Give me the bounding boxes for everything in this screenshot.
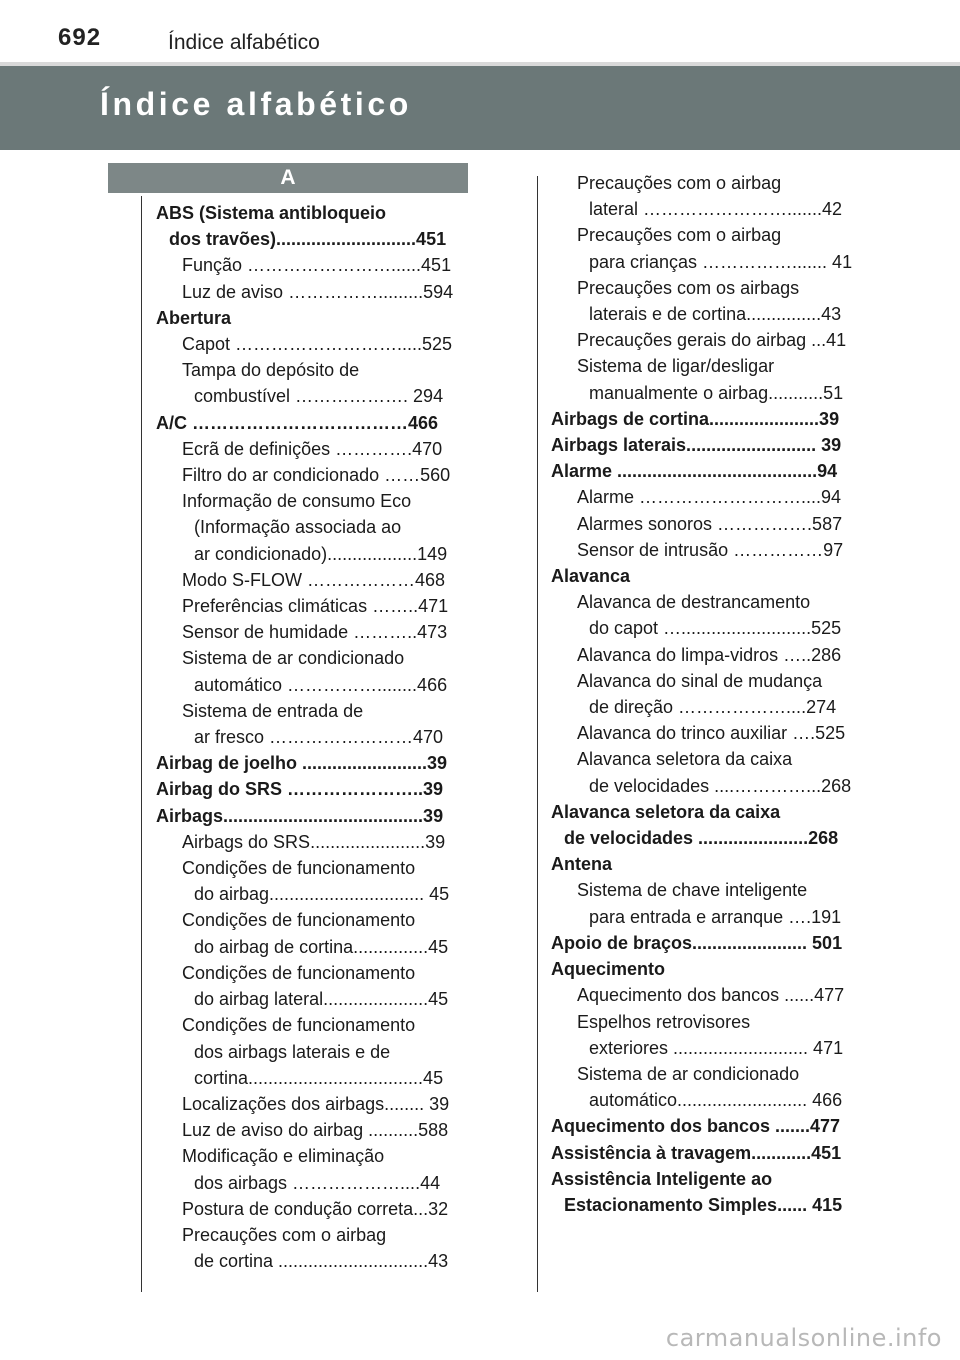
index-subentry: Informação de consumo Eco	[182, 491, 412, 512]
index-subentry: do capot …..........................525	[589, 618, 842, 639]
index-subentry: Alarme ………………………....94	[577, 487, 842, 508]
index-subentry: Alarmes sonoros …………….587	[577, 513, 843, 534]
page-title: Índice alfabético	[100, 86, 412, 122]
index-subentry: Sistema de ligar/desligar	[577, 356, 775, 377]
index-subentry: de velocidades ......................268	[564, 828, 839, 849]
index-subentry: Modificação e eliminação	[182, 1146, 385, 1167]
index-entry: Alavanca seletora da caixa	[551, 801, 781, 822]
index-subentry: exteriores ........................... 471	[589, 1037, 844, 1058]
index-subentry: Alavanca de destrancamento	[577, 592, 811, 613]
index-subentry: Função ……………………......451	[182, 255, 452, 276]
index-subentry: Condições de funcionamento	[182, 858, 416, 879]
index-subentry: automático.......................... 466	[589, 1090, 843, 1111]
index-subentry: Postura de condução correta...32	[182, 1198, 449, 1219]
index-subentry: de direção ………………....274	[589, 697, 837, 718]
index-subentry: Sistema de ar condicionado	[182, 648, 405, 669]
index-entry: Airbag de joelho .........................39	[156, 753, 448, 774]
index-subentry: de velocidades ....…………...268	[589, 775, 852, 796]
index-subentry: Sistema de entrada de	[182, 700, 364, 721]
index-entry: Alarme ........................................94	[551, 461, 838, 482]
index-subentry: de cortina ..............................43	[194, 1251, 449, 1272]
index-subentry: manualmente o airbag...........51	[589, 382, 844, 403]
index-subentry: Ecrã de definições ………….470	[182, 438, 443, 459]
index-entry: Aquecimento	[551, 959, 666, 980]
index-subentry: Alavanca do trinco auxiliar ….525	[577, 723, 846, 744]
index-subentry: laterais e de cortina...............43	[589, 304, 842, 325]
index-subentry: Airbags do SRS.......................39	[182, 831, 446, 852]
page-header	[0, 0, 960, 64]
right-index-column	[551, 170, 863, 1218]
index-entry: Assistência à travagem............451	[551, 1142, 842, 1163]
left-column-rule	[141, 196, 142, 1292]
index-subentry: Alavanca do limpa-vidros …..286	[577, 644, 842, 665]
index-subentry: ar fresco ……………………470	[194, 727, 444, 748]
index-entry: Airbags........................................39	[156, 805, 444, 826]
index-subentry: automático ……………........466	[194, 674, 448, 695]
watermark: carmanualsonline.info	[665, 1324, 942, 1352]
index-subentry: ar condicionado)..................149	[194, 543, 448, 564]
index-subentry: do airbag de cortina...............45	[194, 936, 449, 957]
index-subentry: Luz de aviso do airbag ..........588	[182, 1120, 449, 1141]
index-subentry: Alavanca do sinal de mudança	[577, 670, 823, 691]
index-subentry: lateral …………………….......42	[589, 199, 843, 220]
index-entry: ABS (Sistema antibloqueio	[156, 203, 387, 223]
running-head: Índice alfabético	[168, 31, 320, 54]
index-subentry: Precauções com o airbag	[577, 225, 782, 246]
index-subentry: dos airbags ………………....44	[194, 1172, 441, 1193]
index-entry: Airbag do SRS …………………..39	[156, 779, 444, 800]
index-subentry: Aquecimento dos bancos ......477	[577, 985, 845, 1006]
index-subentry: Sensor de intrusão ……………97	[577, 539, 844, 560]
index-subentry: Capot ……………………….....525	[182, 334, 453, 355]
index-subentry: para entrada e arranque ….191	[589, 906, 842, 927]
index-entry: Airbags de cortina......................39	[551, 408, 840, 429]
page-number: 692	[58, 24, 102, 51]
index-entry: Airbags laterais.......................... 39	[551, 435, 842, 456]
index-entry: Abertura	[156, 307, 232, 328]
index-subentry: do airbag lateral.....................45	[194, 989, 449, 1010]
section-letter: A	[108, 163, 468, 193]
index-subentry: Luz de aviso …………….........594	[182, 281, 454, 302]
index-subentry: Condições de funcionamento	[182, 910, 416, 931]
index-subentry: dos travões)............................451	[169, 229, 447, 250]
index-subentry: Condições de funcionamento	[182, 962, 416, 983]
index-entry: Alavanca	[551, 566, 631, 587]
index-subentry: Preferências climáticas ……..471	[182, 596, 449, 617]
index-entry: A/C ………………………………466	[156, 412, 439, 433]
index-subentry: Espelhos retrovisores	[577, 1011, 751, 1032]
index-subentry: do airbag............................... 45	[194, 884, 450, 905]
index-entry: Aquecimento dos bancos .......477	[551, 1116, 841, 1137]
index-subentry: Alavanca seletora da caixa	[577, 749, 793, 770]
index-subentry: Sistema de chave inteligente	[577, 880, 808, 901]
index-subentry: (Informação associada ao	[194, 517, 402, 538]
index-subentry: Modo S-FLOW ………………468	[182, 569, 446, 590]
index-subentry: Precauções com o airbag	[182, 1224, 387, 1245]
index-subentry: Localizações dos airbags........ 39	[182, 1093, 450, 1114]
section-title-band	[0, 66, 960, 150]
index-subentry: para crianças ……………....... 41	[589, 251, 853, 272]
index-subentry: Filtro do ar condicionado ……560	[182, 465, 451, 486]
index-subentry: Precauções com os airbags	[577, 277, 800, 298]
index-subentry: Condições de funcionamento	[182, 1015, 416, 1036]
right-column-rule	[537, 176, 538, 1292]
index-subentry: Estacionamento Simples...... 415	[564, 1194, 843, 1215]
index-subentry: Sistema de ar condicionado	[577, 1063, 800, 1084]
index-entry: Apoio de braços....................... 501	[551, 932, 843, 953]
left-index-column	[156, 200, 468, 1274]
index-subentry: dos airbags laterais e de	[194, 1041, 391, 1062]
index-entry: Antena	[551, 854, 613, 875]
index-subentry: Tampa do depósito de	[182, 360, 360, 381]
index-entry: Assistência Inteligente ao	[551, 1168, 773, 1189]
index-subentry: Sensor de humidade ………..473	[182, 622, 448, 643]
index-subentry: cortina...................................45	[194, 1067, 444, 1088]
index-subentry: Precauções gerais do airbag ...41	[577, 330, 847, 351]
index-subentry: Precauções com o airbag	[577, 173, 782, 193]
index-subentry: combustível ………………. 294	[194, 386, 444, 407]
